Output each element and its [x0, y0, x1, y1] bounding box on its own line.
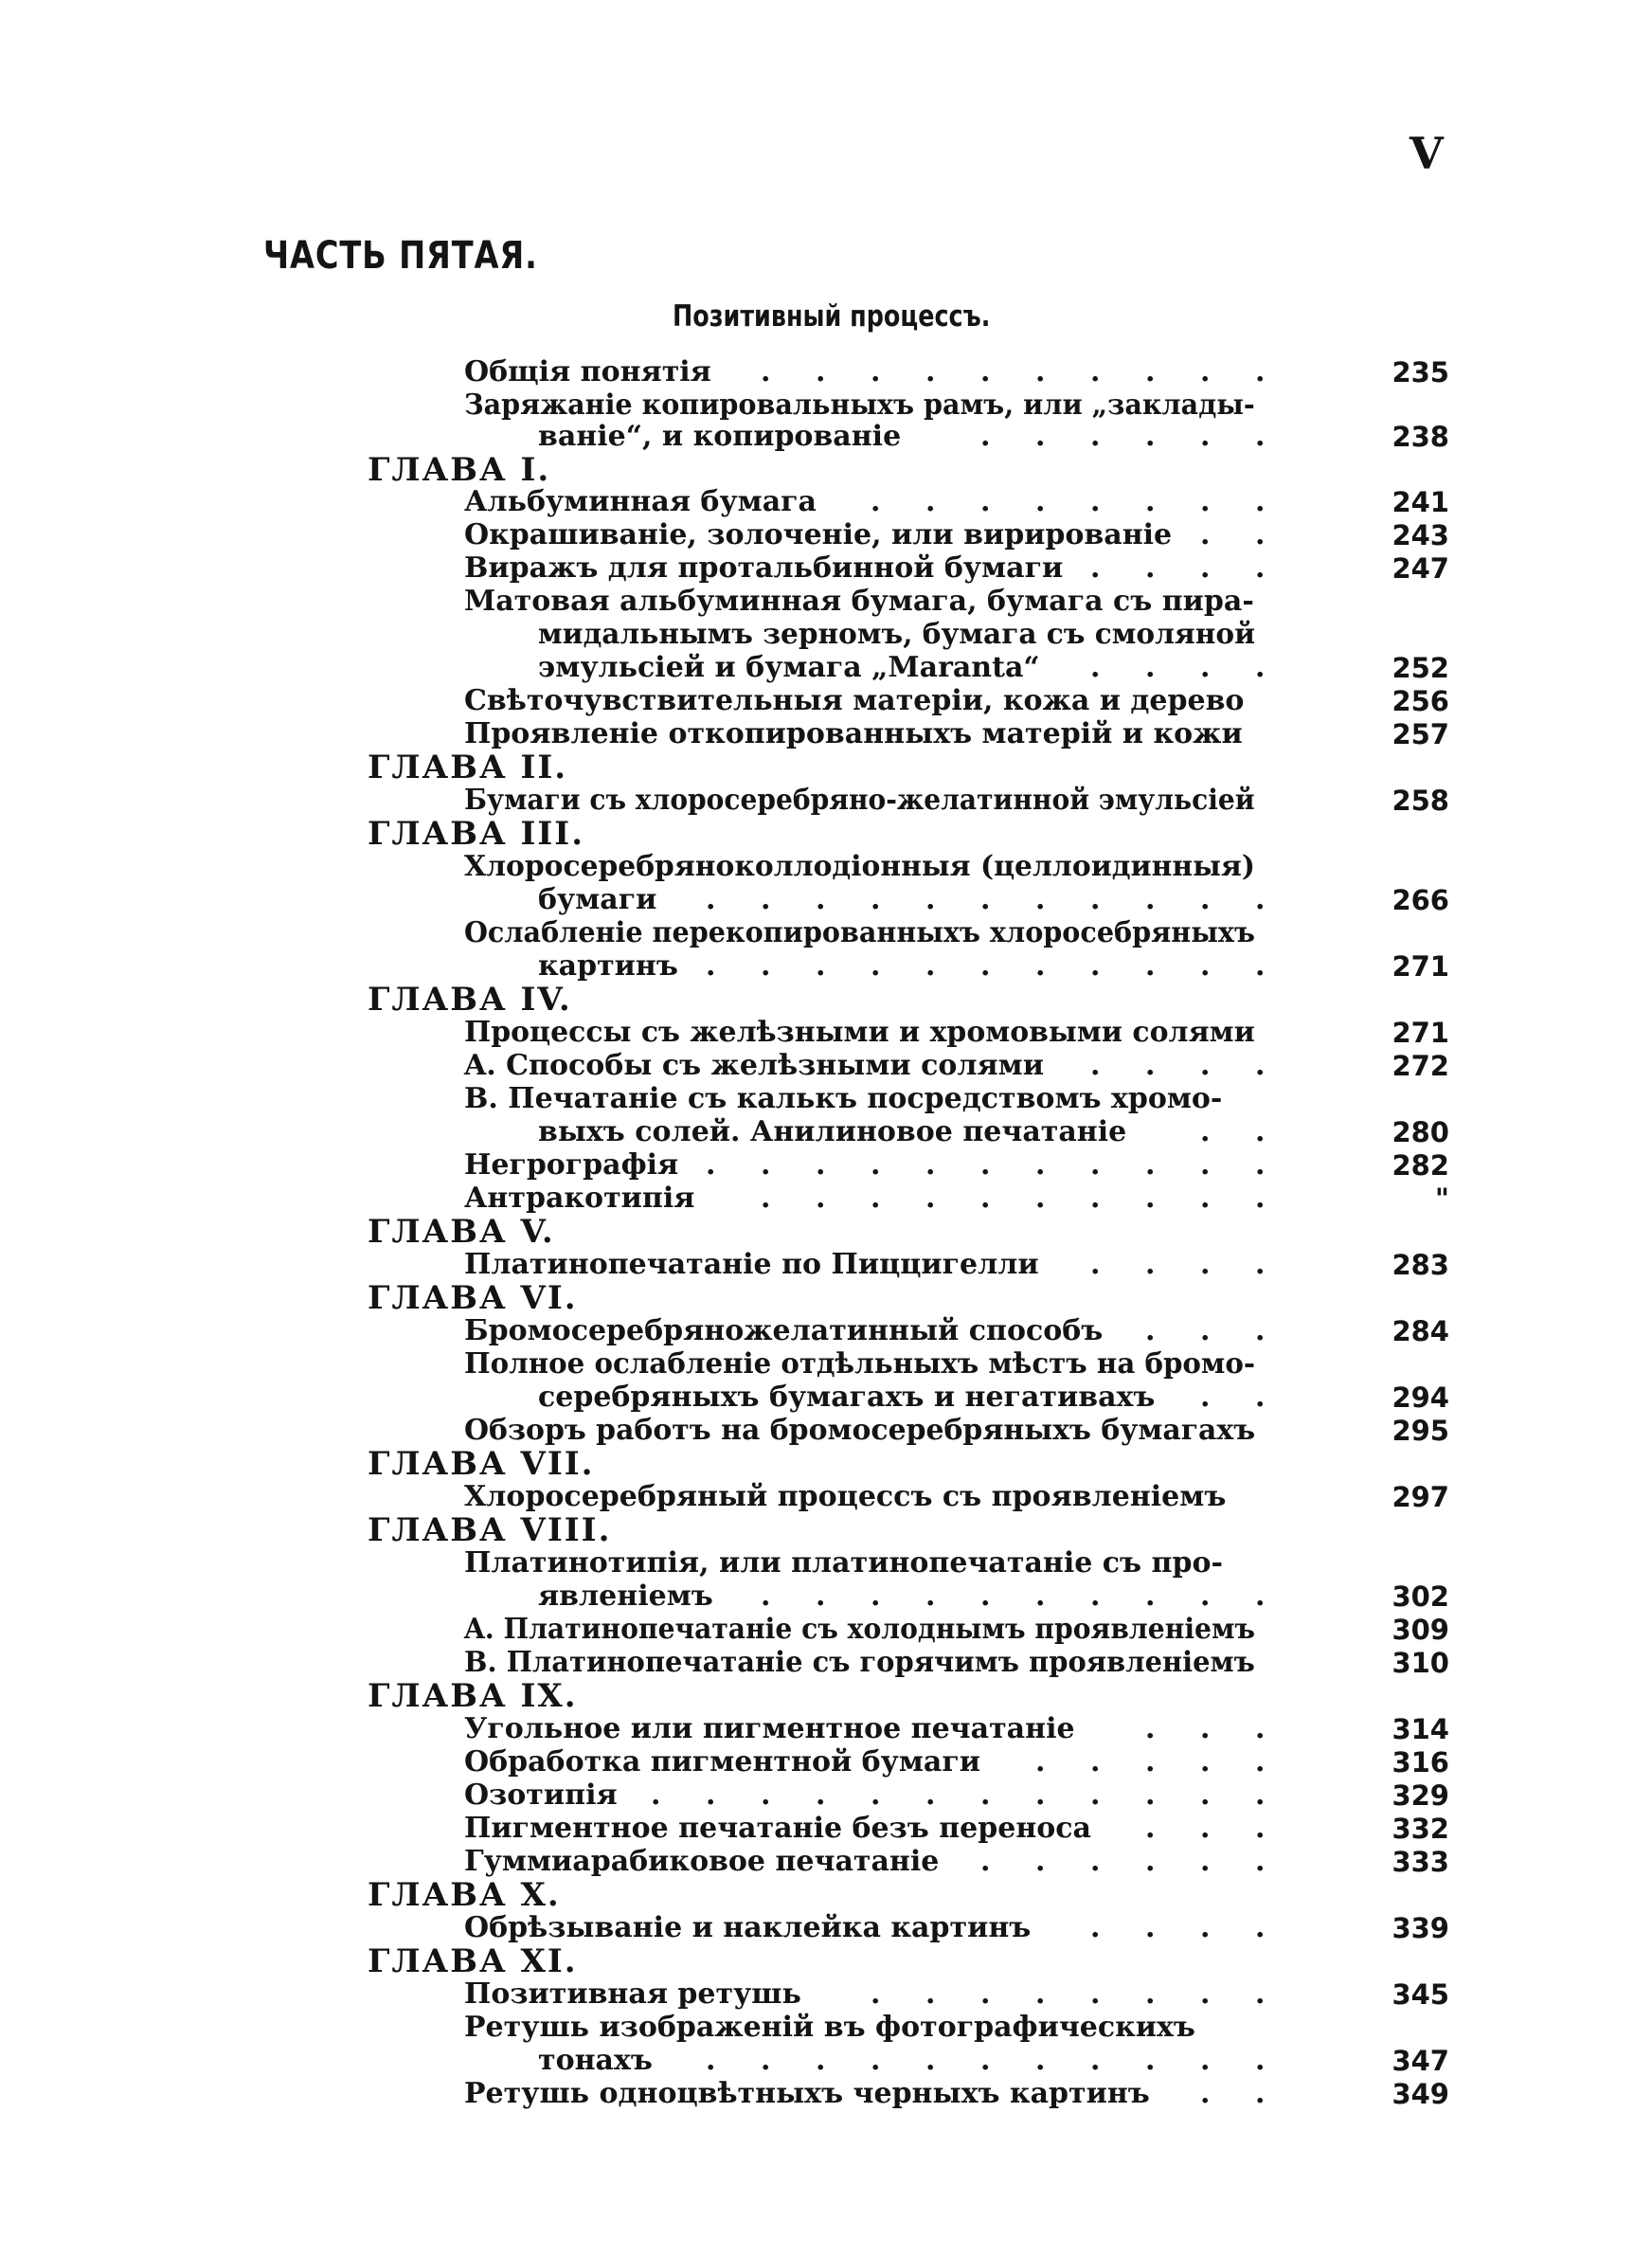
toc-entry-text: A. Способы съ желѣзными солями — [464, 1049, 1044, 1082]
page-ref: 283 — [1392, 1249, 1449, 1281]
toc-entry — [0, 717, 1652, 751]
toc-entry-continuation: картинъ . . . . . . . . . . . 271 — [538, 949, 1449, 983]
toc-entry-text: Обработка пигментной бумаги — [464, 1745, 981, 1779]
toc-entry-text: Заряжаніе копировальныхъ рамъ, или „заклады- — [464, 388, 1255, 422]
page-ref: 294 — [1392, 1381, 1449, 1414]
page-ref: 302 — [1392, 1580, 1449, 1613]
toc-entry-text: эмульсіей и бумага „Maranta“ — [538, 651, 1040, 684]
chapter-label: ГЛАВА IV. — [368, 981, 572, 1019]
toc-entry-text: Антракотипія — [464, 1182, 695, 1215]
toc-entry-text: Платинотипія, или платинопечатаніе съ про- — [464, 1546, 1223, 1580]
toc-entry-text: картинъ — [538, 949, 678, 983]
toc-entry: Бромосеребряножелатинный способъ . . . 284 — [464, 1314, 1449, 1347]
page-ref: 272 — [1392, 1050, 1449, 1082]
toc-entry: Угольное или пигментное печатаніе . . . 314 — [464, 1712, 1449, 1745]
toc-entry — [0, 1347, 1652, 1381]
toc-entry — [0, 916, 1652, 950]
toc-entry-continuation: эмульсіей и бумага „Maranta“ . . . . 252 — [538, 651, 1449, 684]
toc-entry-text: Хлоросеребряноколлодіонныя (целлоидинныя) — [464, 850, 1255, 883]
toc-entry: Позитивная ретушь . . . . . . . . 345 — [464, 1977, 1449, 2011]
chapter-label: ГЛАВА II. — [368, 749, 568, 786]
toc-entry-text: Ослабленіе перекопированныхъ хлоросебряныхъ — [464, 916, 1255, 949]
part-title: ЧАСТЬ ПЯТАЯ. — [263, 234, 538, 278]
page-number: V — [1410, 128, 1444, 179]
toc-entry-text: Хлоросеребряный процессъ съ проявленіемъ — [464, 1480, 1227, 1513]
toc-entry: Пигментное печатаніе безъ переноса . . . 332 — [464, 1812, 1449, 1845]
toc-entry: Общія понятія . . . . . . . . . . 235 — [464, 355, 1449, 388]
page-ref: 247 — [1392, 552, 1449, 585]
toc-entry-text: Негрографія — [464, 1148, 679, 1182]
page-ref: 349 — [1392, 2078, 1449, 2110]
toc-entry — [0, 1546, 1652, 1580]
toc-entry-continuation: ваніе“, и копированіе . . . . . . 238 — [538, 420, 1449, 453]
toc-entry-text: тонахъ — [538, 2044, 653, 2077]
page-ref: 256 — [1392, 685, 1449, 717]
toc-entry — [0, 850, 1652, 884]
toc-entry: Окрашиваніе, золоченіе, или вирированіе . . 243 — [464, 518, 1449, 551]
page-ref: 243 — [1392, 519, 1449, 551]
page-ref: 347 — [1392, 2045, 1449, 2077]
chapter-label: ГЛАВА XI. — [368, 1942, 578, 1980]
toc-entry-continuation: выхъ солей. Анилиновое печатаніе . . 280 — [538, 1115, 1449, 1148]
toc-entry: Виражъ для протальбинной бумаги . . . . 247 — [464, 551, 1449, 585]
page-ref: 258 — [1392, 785, 1449, 817]
page-ref: 252 — [1392, 652, 1449, 684]
page-ref: 297 — [1392, 1481, 1449, 1513]
toc-entry-text: выхъ солей. Анилиновое печатаніе — [538, 1115, 1127, 1148]
toc-entry-text: Полное ослабленіе отдѣльныхъ мѣстъ на бромо- — [464, 1347, 1255, 1381]
toc-entry-text: Платинопечатаніе по Пиццигелли — [464, 1248, 1039, 1281]
toc-entry-continuation: серебряныхъ бумагахъ и негативахъ . . 294 — [538, 1381, 1449, 1414]
toc-entry — [0, 388, 1652, 423]
toc-entry — [0, 2011, 1652, 2045]
toc-entry: Ретушь одноцвѣтныхъ черныхъ картинъ . . 349 — [464, 2077, 1449, 2110]
page-ref: 266 — [1392, 884, 1449, 916]
toc-entry-text: Окрашиваніе, золоченіе, или вирированіе — [464, 518, 1173, 551]
page-ref: 339 — [1392, 1912, 1449, 1944]
page-ref: 295 — [1392, 1415, 1449, 1447]
chapter-label: ГЛАВА VI. — [368, 1279, 578, 1317]
toc-entry: Озотипія . . . . . . . . . . . . 329 — [464, 1779, 1449, 1812]
toc-entry-text: A. Платинопечатаніе съ холоднымъ проявленіемъ — [464, 1613, 1256, 1646]
toc-entry-continuation: явленіемъ . . . . . . . . . . 302 — [538, 1580, 1449, 1613]
toc-entry — [0, 1016, 1652, 1050]
chapter-label: ГЛАВА IX. — [368, 1677, 578, 1715]
toc-entry-text: Ретушь изображеній въ фотографическихъ — [464, 2011, 1195, 2044]
chapter-label: ГЛАВА V. — [368, 1213, 555, 1251]
chapter-label: ГЛАВА X. — [368, 1876, 561, 1914]
toc-entry: Обрѣзываніе и наклейка картинъ . . . . 339 — [464, 1911, 1449, 1944]
toc-entry: Антракотипія . . . . . . . . . . " — [464, 1182, 1449, 1215]
toc-entry: A. Способы съ желѣзными солями . . . . 272 — [464, 1049, 1449, 1082]
toc-entry — [0, 684, 1652, 718]
section-title: Позитивный процессъ. — [673, 299, 991, 334]
page-ref: " — [1434, 1183, 1449, 1215]
toc-entry-text: B. Платинопечатаніе съ горячимъ проявленіемъ — [464, 1646, 1255, 1679]
page-ref: 271 — [1392, 950, 1449, 983]
toc-entry-continuation: бумаги . . . . . . . . . . . 266 — [538, 883, 1449, 916]
toc-entry — [0, 1613, 1652, 1647]
page-ref: 280 — [1392, 1116, 1449, 1148]
toc-entry: Альбуминная бумага . . . . . . . . 241 — [464, 485, 1449, 518]
toc-entry-text: Проявленіе откопированныхъ матерій и кожи — [464, 717, 1243, 750]
page-ref: 257 — [1392, 718, 1449, 750]
toc-entry-text: B. Печатаніе съ калькъ посредствомъ хромо- — [464, 1082, 1223, 1115]
page-ref: 241 — [1392, 486, 1449, 518]
toc-entry-text: Альбуминная бумага — [464, 485, 817, 518]
toc-entry — [0, 585, 1652, 619]
toc-entry-text: Процессы съ желѣзными и хромовыми солями — [464, 1016, 1255, 1049]
toc-entry-text: Ретушь одноцвѣтныхъ черныхъ картинъ — [464, 2077, 1150, 2110]
toc-entry-continuation: тонахъ . . . . . . . . . . . 347 — [538, 2044, 1449, 2077]
page-ref: 284 — [1392, 1315, 1449, 1347]
toc-entry: Гуммиарабиковое печатаніе . . . . . . 333 — [464, 1845, 1449, 1878]
page-ref: 314 — [1392, 1713, 1449, 1745]
toc-entry — [0, 1480, 1652, 1514]
toc-entry-text: Пигментное печатаніе безъ переноса — [464, 1812, 1091, 1845]
toc-entry-text: Виражъ для протальбинной бумаги — [464, 551, 1064, 585]
page-ref: 329 — [1392, 1779, 1449, 1812]
toc-entry — [0, 784, 1652, 818]
page-ref: 345 — [1392, 1978, 1449, 2011]
toc-entry-text: Бромосеребряножелатинный способъ — [464, 1314, 1104, 1347]
toc-entry-text: мидальнымъ зерномъ, бумага съ смоляной — [538, 618, 1255, 651]
page-ref: 235 — [1392, 356, 1449, 388]
toc-entry-text: ваніе“, и копированіе — [538, 420, 902, 453]
toc-entry-text: Позитивная ретушь — [464, 1977, 801, 2011]
chapter-label: ГЛАВА VIII. — [368, 1511, 612, 1549]
toc-entry: Платинопечатаніе по Пиццигелли . . . . 283 — [464, 1248, 1449, 1281]
chapter-label: ГЛАВА I. — [368, 451, 551, 489]
toc-entry-text: Обрѣзываніе и наклейка картинъ — [464, 1911, 1032, 1944]
toc-entry — [0, 1082, 1652, 1116]
page-ref: 316 — [1392, 1746, 1449, 1779]
toc-entry-text: явленіемъ — [538, 1580, 713, 1613]
toc-entry-text: Матовая альбуминная бумага, бумага съ пира- — [464, 585, 1254, 618]
page-ref: 238 — [1392, 421, 1449, 453]
toc-entry — [0, 1646, 1652, 1680]
page-ref: 332 — [1392, 1813, 1449, 1845]
page-ref: 282 — [1392, 1149, 1449, 1182]
page-ref: 310 — [1392, 1647, 1449, 1679]
toc-entry: Негрографія . . . . . . . . . . . 282 — [464, 1148, 1449, 1182]
toc-entry-text: Гуммиарабиковое печатаніе — [464, 1845, 940, 1878]
page-ref: 309 — [1392, 1614, 1449, 1646]
toc-entry-text: Озотипія — [464, 1779, 618, 1812]
page-ref: 271 — [1392, 1017, 1449, 1049]
toc-entry: Обработка пигментной бумаги . . . . . 316 — [464, 1745, 1449, 1779]
chapter-label: ГЛАВА III. — [368, 815, 585, 853]
page-ref: 333 — [1392, 1846, 1449, 1878]
toc-entry-text: Бумаги съ хлоросеребряно-желатинной эмульсіей — [464, 784, 1255, 817]
toc-entry-text: Обзоръ работъ на бромосеребряныхъ бумагахъ — [464, 1414, 1256, 1447]
toc-entry-text: Свѣточувствительныя матеріи, кожа и дерево — [464, 684, 1245, 717]
toc-entry-text: Общія понятія — [464, 355, 711, 388]
toc-entry-text: бумаги — [538, 883, 657, 916]
toc-entry-continuation — [0, 618, 1652, 652]
toc-entry-text: серебряныхъ бумагахъ и негативахъ — [538, 1381, 1156, 1414]
chapter-label: ГЛАВА VII. — [368, 1445, 595, 1483]
toc-entry — [0, 1414, 1652, 1448]
toc-entry-text: Угольное или пигментное печатаніе — [464, 1712, 1075, 1745]
